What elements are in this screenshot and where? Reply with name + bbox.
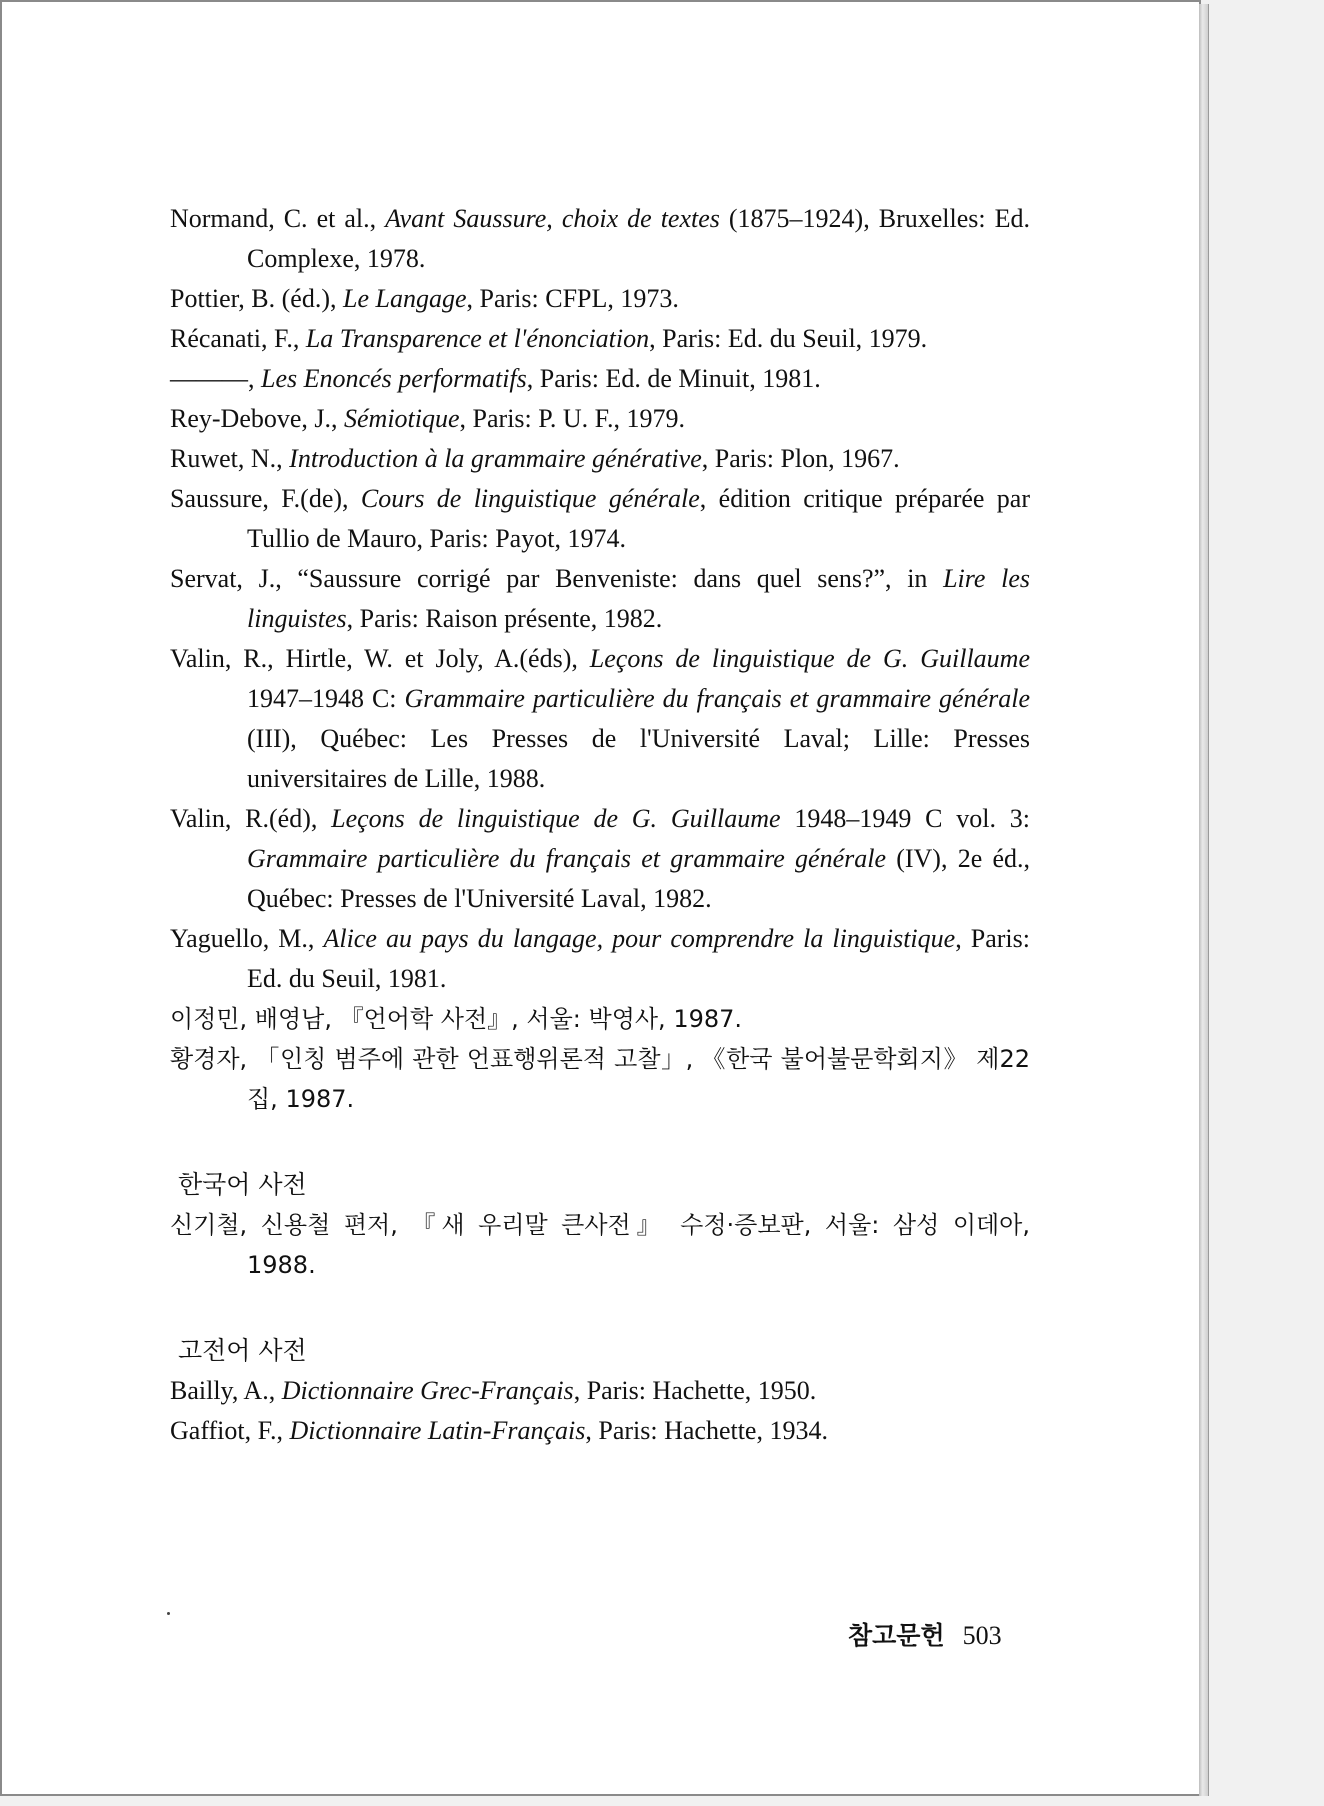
reference-text: , édition critique préparée par Tullio de Mauro, Paris: Payot, 1974. [247, 484, 1031, 553]
reference-entry [170, 999, 1030, 1039]
reference-title: Avant Saussure, choix de textes [385, 204, 720, 233]
reference-title: Leçons de linguistique de G. Guillaume [331, 804, 781, 833]
reference-title: Le Langage [343, 284, 467, 313]
reference-title: Dictionnaire Latin-Français [289, 1416, 586, 1445]
reference-entry [170, 439, 1030, 479]
reference-entry [170, 1205, 1030, 1285]
reference-entry [170, 279, 1030, 319]
reference-title: Dictionnaire Grec-Français [281, 1376, 574, 1405]
reference-entry [170, 199, 1030, 279]
reference-text: , Paris: Hachette, 1950. [573, 1376, 817, 1405]
reference-text: , Paris: Ed. de Minuit, 1981. [526, 364, 821, 393]
korean-dict-heading: 한국어 사전 [178, 1170, 307, 1199]
reference-text: 신기철, 신용철 편저, 『새 우리말 큰사전』 수정·증보판, 서울: 삼성 이데아, 1988. [170, 1211, 1030, 1279]
reference-text: 황경자, 「인칭 범주에 관한 언표행위론적 고찰」, 《한국 불어불문학회지》 제22집, 1987. [170, 1045, 1030, 1113]
reference-title: Lire les linguistes [247, 564, 1030, 633]
page-number: 503 [962, 1621, 1002, 1650]
section-gap [170, 1285, 1030, 1325]
reference-text: , Paris: P. U. F., 1979. [459, 404, 686, 433]
reference-text: , Paris: Raison présente, 1982. [346, 604, 663, 633]
reference-entry [170, 639, 1030, 799]
reference-text: Normand, C. et al., [170, 204, 386, 233]
reference-entry [170, 359, 1030, 399]
korean-dict-references [170, 1205, 1030, 1285]
reference-text: Yaguello, M., [170, 924, 324, 953]
reference-title: Sémiotique [344, 404, 460, 433]
reference-text: ———, [170, 364, 261, 393]
reference-text: (III), Québec: Les Presses de l'Université Laval; Lille: Presses universitaires de Lille, 1988. [247, 724, 1030, 793]
reference-title: Grammaire particulière du français et grammaire générale [247, 844, 886, 873]
reference-entry [170, 1411, 1030, 1451]
reference-text: Ruwet, N., [170, 444, 290, 473]
page-footer [848, 1616, 1002, 1656]
reference-title: La Transparence et l'énonciation [305, 324, 650, 353]
section-gap [170, 1119, 1030, 1159]
reference-entry [170, 399, 1030, 439]
reference-entry [170, 559, 1030, 639]
reference-text: Rey-Debove, J., [170, 404, 345, 433]
reference-entry [170, 1039, 1030, 1119]
classical-dict-heading: 고전어 사전 [178, 1336, 307, 1365]
reference-entry [170, 799, 1030, 919]
reference-text: Pottier, B. (éd.), [170, 284, 343, 313]
footer-label: 참고문헌 [848, 1621, 945, 1650]
reference-text: Valin, R., Hirtle, W. et Joly, A.(éds), [170, 644, 590, 673]
main-references [170, 199, 1030, 1119]
reference-text: Bailly, A., [170, 1376, 282, 1405]
reference-text: 1948–1949 C vol. 3: [780, 804, 1030, 833]
reference-entry [170, 479, 1030, 559]
reference-entry [170, 1371, 1030, 1411]
reference-text: , Paris: CFPL, 1973. [466, 284, 679, 313]
reference-text: Récanati, F., [170, 324, 306, 353]
reference-title: Introduction à la grammaire générative [289, 444, 702, 473]
reference-text: Gaffiot, F., [170, 1416, 290, 1445]
reference-title: Cours de linguistique générale [360, 484, 700, 513]
reference-text: Valin, R.(éd), [170, 804, 332, 833]
page-edge [1199, 4, 1209, 1796]
classical-dict-references [170, 1371, 1030, 1451]
reference-text: , Paris: Ed. du Seuil, 1979. [649, 324, 928, 353]
reference-text: (1875–1924), Bruxelles: Ed. Complexe, 1978. [247, 204, 1030, 273]
reference-text: Servat, J., “Saussure corrigé par Benveniste: dans quel sens?”, in [170, 564, 944, 593]
reference-title: Alice au pays du langage, pour comprendre la linguistique [323, 924, 956, 953]
reference-entry [170, 319, 1030, 359]
reference-text: , Paris: Ed. du Seuil, 1981. [247, 924, 1030, 993]
reference-title: Grammaire particulière du français et grammaire générale [404, 684, 1030, 713]
reference-title: Leçons de linguistique de G. Guillaume [589, 644, 1030, 673]
reference-entry [170, 919, 1030, 999]
reference-text: Saussure, F.(de), [170, 484, 361, 513]
reference-text: , Paris: Plon, 1967. [701, 444, 900, 473]
reference-text: (IV), 2e éd., Québec: Presses de l'Université Laval, 1982. [247, 844, 1030, 913]
reference-text: 1947–1948 C: [247, 684, 405, 713]
reference-text: 이정민, 배영남, 『언어학 사전』, 서울: 박영사, 1987. [170, 1005, 743, 1033]
reference-text: , Paris: Hachette, 1934. [585, 1416, 828, 1445]
reference-title: Les Enoncés performatifs [261, 364, 527, 393]
stray-dot [167, 1612, 170, 1615]
reference-list [170, 199, 1030, 1451]
